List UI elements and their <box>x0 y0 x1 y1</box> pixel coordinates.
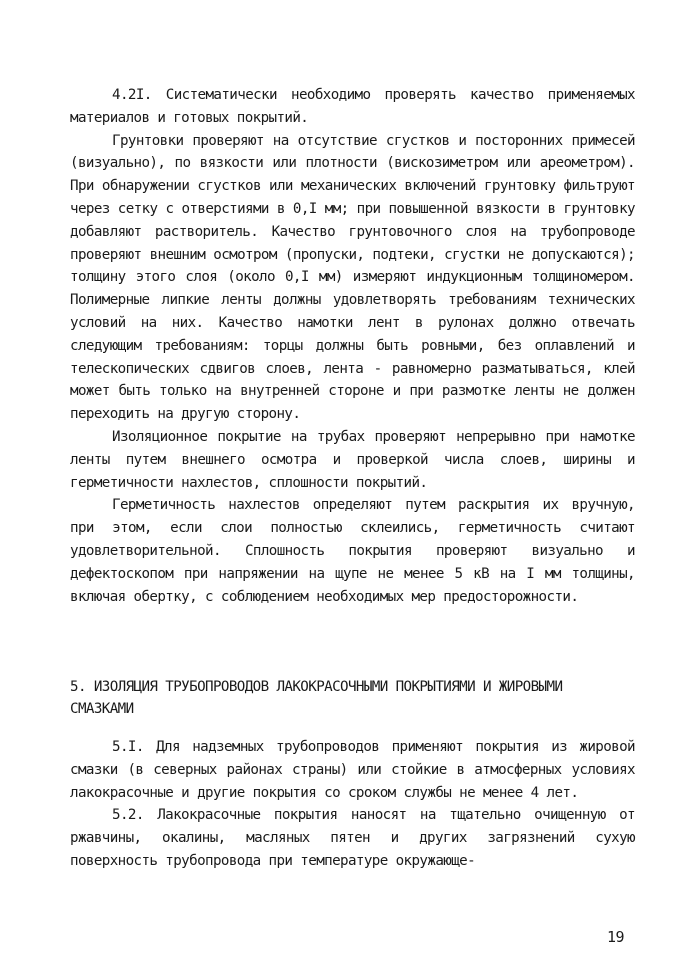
paragraph-4-21-intro: 4.2I. Систематически необходимо проверять качество применяемых материалов и готовых покрытий. <box>70 87 635 126</box>
paragraph-5-2: 5.2. Лакокрасочные покрытия наносят на тщательно очищенную от ржавчины, окалины, масляных пятен и других загрязнений сухую поверхность трубопровода при температуре окружающе- <box>70 807 635 869</box>
page-number: 19 <box>606 928 624 946</box>
section-4-21 <box>70 84 635 608</box>
paragraph-insulation-check: Изоляционное покрытие на трубах проверяют непрерывно при намотке ленты путем внешнего осмотра и проверкой числа слоев, ширины и герметичности нахлестов, сплошности покрытий. <box>70 428 635 491</box>
paragraph-primers: Грунтовки проверяют на отсутствие сгустков и посторонних примесей (визуально), по вязкости или плотности (вискозиметром или ареометром). При обнаружении сгустков или механических включений грунтовку фильтруют через сетку с отверстиями в 0,I мм; при повышенной вязкости в грунтовку добавляют растворитель. Качество грунтовочного слоя на трубопроводе проверяют внешним осмотром (пропуски, подтеки, сгустки не допускаются); толщину этого слоя (около 0,I мм) измеряют индукционным толщиномером. Полимерные липкие ленты должны удовлетворять требованиям технических условий на них. Качество намотки лент в рулонах должно отвечать следующим требованиям: торцы должны быть ровными, без оплавлений и телескопических сдвигов слоев, лента - равномерно разматываться, клей может быть только на внутренней стороне и при размотке ленты не должен переходить на другую сторону. <box>70 132 635 423</box>
section-5 <box>70 736 635 873</box>
paragraph-5-1: 5.I. Для надземных трубопроводов применяют покрытия из жировой смазки (в северных районах страны) или стойкие в атмосферных условиях лакокрасочные и другие покрытия со сроком службы не менее 4 лет. <box>70 739 635 801</box>
paragraph-overlap-tightness: Герметичность нахлестов определяют путем раскрытия их вручную, при этом, если слои полностью склеились, герметичность считают удовлетворительной. Сплошность покрытия проверяют визуально и дефектоскопом при напряжении на щупе не менее 5 кВ на I мм толщины, включая обертку, с соблюдением необходимых мер предосторожности. <box>70 497 635 605</box>
section-5-heading: 5. ИЗОЛЯЦИЯ ТРУБОПРОВОДОВ ЛАКОКРАСОЧНЫМИ ПОКРЫТИЯМИ И ЖИРОВЫМИ СМАЗКАМИ <box>70 679 563 717</box>
